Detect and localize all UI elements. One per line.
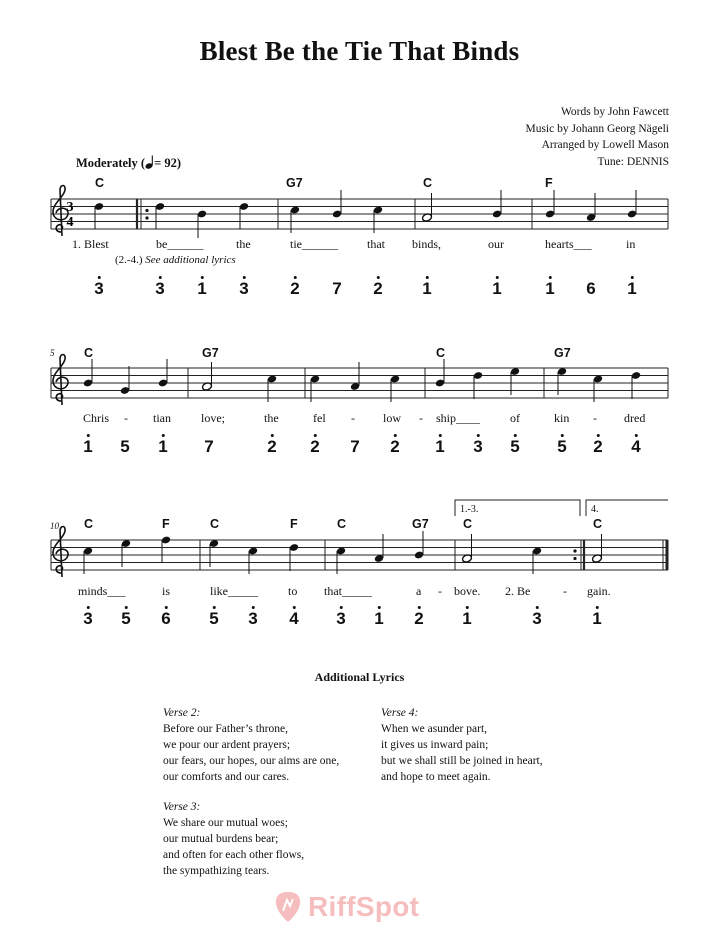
lyric: Chris xyxy=(83,411,110,425)
lyric: gain. xyxy=(587,584,611,598)
hole-number: 1 xyxy=(592,609,601,629)
lyric: in xyxy=(626,237,636,251)
verse-label: Verse 3: xyxy=(163,801,201,813)
verse-line: but we shall still be joined in heart, xyxy=(381,755,543,767)
note xyxy=(462,534,473,563)
lyric: - xyxy=(593,411,597,425)
tempo-bpm: = 92) xyxy=(154,156,181,170)
lyric: like_____ xyxy=(210,584,258,598)
verse-line: our fears, our hopes, our aims are one, xyxy=(163,755,340,767)
lyric: of xyxy=(510,411,520,425)
page-title: Blest Be the Tie That Binds xyxy=(199,36,520,66)
verse-line: our comforts and our cares. xyxy=(163,771,290,783)
hole-number: 7 xyxy=(332,279,342,298)
hole-number: 1 xyxy=(422,279,431,299)
lyric: the xyxy=(264,411,279,425)
second-ending-label: 4. xyxy=(591,504,599,515)
chord-symbol: C xyxy=(95,176,105,190)
ending-brackets xyxy=(455,500,668,516)
lyric: low xyxy=(383,411,401,425)
hole-number: 6 xyxy=(161,609,170,629)
verse-line: We share our mutual woes; xyxy=(163,817,288,829)
verse-line: we pour our ardent prayers; xyxy=(163,739,291,751)
hole-number: 7 xyxy=(204,437,214,456)
guitar-pick-icon xyxy=(274,891,302,923)
chord-symbol: C xyxy=(593,517,603,531)
hole-number: 1 xyxy=(197,279,206,299)
verse-line: and often for each other flows, xyxy=(163,849,305,861)
credit-tune: Tune: DENNIS xyxy=(597,155,669,168)
note xyxy=(592,534,603,563)
lyric: 1. Blest xyxy=(72,237,109,251)
lyric: kin xyxy=(554,411,570,425)
lyric: that xyxy=(367,237,385,251)
hole-number: 3 xyxy=(83,609,92,629)
hole-number: 2 xyxy=(267,437,276,457)
lyric: bove. xyxy=(454,584,481,598)
chord-symbol: C xyxy=(210,517,220,531)
lyric: - xyxy=(124,411,128,425)
hole-number: 1 xyxy=(462,609,471,629)
chord-symbol: G7 xyxy=(412,517,429,531)
hole-number: 1 xyxy=(492,279,501,299)
hole-number: 1 xyxy=(158,437,167,457)
hole-number: 3 xyxy=(473,437,482,457)
verse-line: Before our Father’s throne, xyxy=(163,723,288,735)
lyric: binds, xyxy=(412,237,442,251)
note xyxy=(374,534,384,563)
note xyxy=(161,536,171,563)
lyric: be______ xyxy=(156,237,204,251)
lyric: ship____ xyxy=(436,411,481,425)
credit-music: Music by Johann Georg Nägeli xyxy=(525,122,669,135)
lyric: love; xyxy=(201,411,225,425)
verse-2 xyxy=(163,705,339,785)
lyric: - xyxy=(563,584,567,598)
verse-line: and hope to meet again. xyxy=(381,771,491,783)
staff-lines xyxy=(51,540,668,570)
hole-number: 3 xyxy=(155,279,164,299)
hole-number: 4 xyxy=(631,437,640,457)
notes-system-3 xyxy=(83,531,603,574)
lyric: our xyxy=(488,237,504,251)
hole-number: 5 xyxy=(557,437,566,457)
lyric: dred xyxy=(624,411,646,425)
lyric: fel xyxy=(313,411,326,425)
hole-number: 4 xyxy=(289,609,298,629)
tempo-label: Moderately ( xyxy=(76,156,146,170)
credit-words: Words by John Fawcett xyxy=(561,106,669,118)
chord-symbol: G7 xyxy=(202,346,219,360)
hole-number: 2 xyxy=(593,437,602,457)
verse-line: it gives us inward pain; xyxy=(381,739,489,751)
hole-number: 5 xyxy=(121,609,130,629)
first-ending-label: 1.-3. xyxy=(460,504,479,515)
lyric: to xyxy=(288,584,298,598)
hole-number: 2 xyxy=(373,279,382,299)
hole-number: 3 xyxy=(336,609,345,629)
hole-number: 1 xyxy=(374,609,383,629)
chord-symbol: C xyxy=(84,517,94,531)
lyric-note-text: See additional lyrics xyxy=(145,254,236,266)
time-sig-top: 3 xyxy=(66,200,74,215)
hole-number: 7 xyxy=(350,437,360,456)
lyric: - xyxy=(351,411,355,425)
note xyxy=(414,531,424,559)
verse-line: the sympathizing tears. xyxy=(163,865,270,877)
lyric: hearts___ xyxy=(545,237,592,251)
lyric: - xyxy=(419,411,423,425)
hole-number: 3 xyxy=(239,279,248,299)
time-sig-bottom: 4 xyxy=(66,215,74,230)
lyric: tian xyxy=(153,411,171,425)
hole-number: 1 xyxy=(545,279,554,299)
logo-text: RiffSpot xyxy=(308,891,420,922)
hole-number: 3 xyxy=(94,279,103,299)
hole-number: 3 xyxy=(532,609,541,629)
chord-symbol: C xyxy=(463,517,473,531)
credit-arranged: Arranged by Lowell Mason xyxy=(541,139,669,151)
measure-number: 10 xyxy=(50,521,59,531)
lyric: tie______ xyxy=(290,237,338,251)
verse-4 xyxy=(381,705,543,785)
lyric: a xyxy=(416,584,422,598)
lyric: that_____ xyxy=(324,584,372,598)
hole-number: 2 xyxy=(414,609,423,629)
measure-number: 5 xyxy=(50,348,55,358)
verse-line: When we asunder part, xyxy=(381,723,488,735)
note xyxy=(289,543,299,571)
lyric: - xyxy=(438,584,442,598)
verse-label: Verse 4: xyxy=(381,707,419,719)
hole-number: 2 xyxy=(290,279,299,299)
chord-symbol: F xyxy=(290,517,298,531)
chord-symbol: C xyxy=(423,176,433,190)
chord-symbol: F xyxy=(162,517,170,531)
lyric: minds___ xyxy=(78,584,126,598)
hole-number: 5 xyxy=(209,609,218,629)
lyric: the xyxy=(236,237,251,251)
riffspot-logo xyxy=(274,891,419,923)
chord-symbol: C xyxy=(436,346,446,360)
verse-3 xyxy=(163,799,304,879)
hole-number: 6 xyxy=(586,279,596,298)
chord-symbol: G7 xyxy=(554,346,571,360)
treble-clef-icon xyxy=(53,527,68,578)
hole-number: 3 xyxy=(248,609,257,629)
hole-number: 2 xyxy=(310,437,319,457)
chord-symbol: C xyxy=(84,346,94,360)
verse-label: Verse 2: xyxy=(163,707,201,719)
hole-number: 1 xyxy=(83,437,92,457)
additional-lyrics-heading: Additional Lyrics xyxy=(314,670,405,684)
verse-line: our mutual burdens bear; xyxy=(163,833,279,845)
chord-symbol: C xyxy=(337,517,347,531)
chord-symbol: G7 xyxy=(286,176,303,190)
hole-number: 1 xyxy=(435,437,444,457)
hole-number: 1 xyxy=(627,279,636,299)
repeat-dot xyxy=(573,557,576,560)
hole-number: 5 xyxy=(120,437,130,456)
hole-number: 2 xyxy=(390,437,399,457)
chord-symbol: F xyxy=(545,176,553,190)
hole-number: 5 xyxy=(510,437,519,457)
lyric-note-prefix: (2.-4.) xyxy=(115,254,143,266)
lyric: is xyxy=(162,584,171,598)
lyric: 2. Be xyxy=(505,584,531,598)
repeat-dot xyxy=(573,549,576,552)
